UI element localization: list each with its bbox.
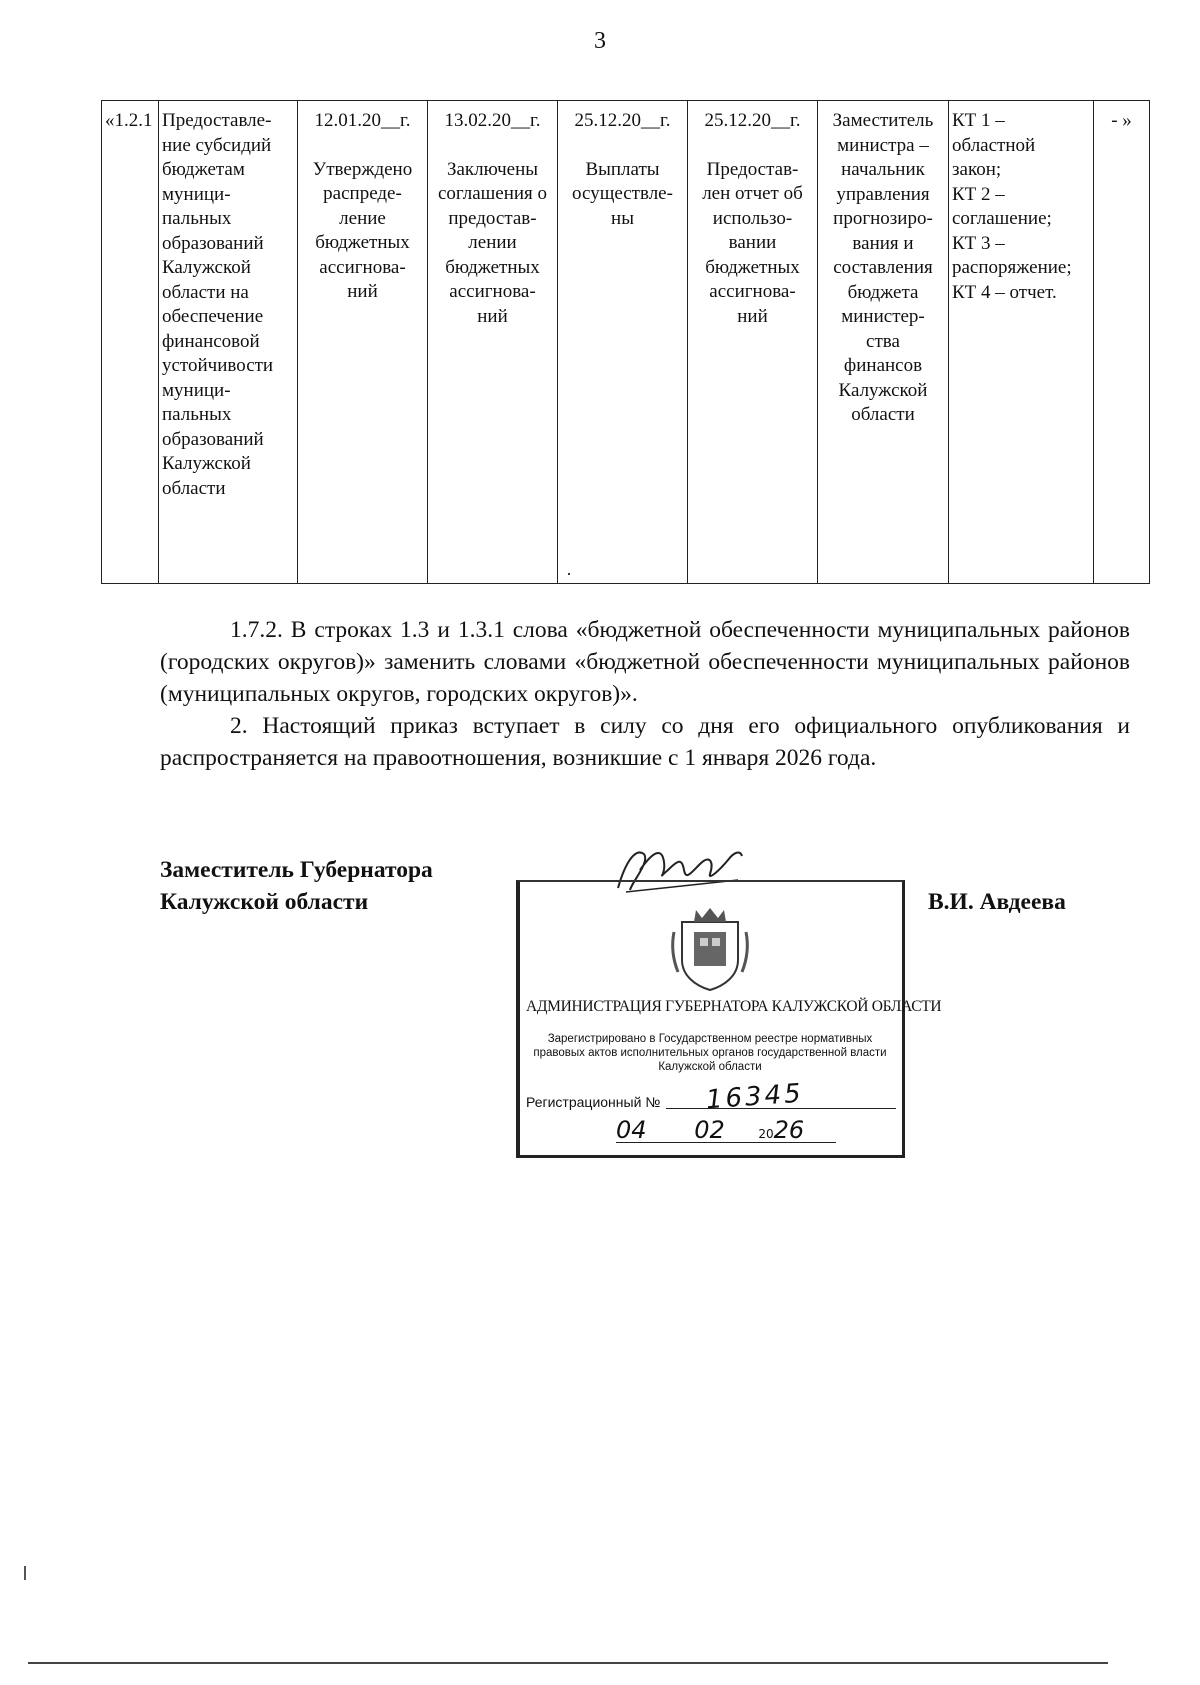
kt1-desc: Утверждено распреде- ление бюджетных ассигнова- ний — [312, 158, 413, 302]
coat-of-arms-icon — [668, 902, 752, 994]
stamp-reg-number: 16345 — [705, 1078, 805, 1116]
control-point-1 — [298, 101, 428, 584]
stamp-date-month: 02 — [694, 1116, 725, 1144]
plan-table — [101, 100, 1150, 584]
control-point-4 — [688, 101, 818, 584]
kt2-date: 13.02.20__г. — [444, 110, 541, 131]
kt2-desc: Заключены соглашения о предостав- лении бюджетных ассигнова- ний — [437, 158, 548, 327]
signer-title: Заместитель Губернатора Калужской области — [160, 857, 433, 915]
stamp-date — [616, 1116, 804, 1144]
event-name: Предоставле- ние субсидий бюджетам муници- пальных образований Калужской области на обеспечение финансовой устойчивости муници- пальных образований Калужской области — [159, 101, 298, 584]
row-number: «1.2.1 — [102, 101, 159, 584]
paragraph-2: 2. Настоящий приказ вступает в силу со дня его официального опубликования и распространяется на правоотношения, возникшие с 1 января 2026 года. — [160, 713, 1130, 771]
stamp-organization: АДМИНИСТРАЦИЯ ГУБЕРНАТОРА КАЛУЖСКОЙ ОБЛАСТИ — [526, 998, 942, 1015]
stray-dot: · — [566, 564, 572, 584]
kt3-desc: Выплаты осуществле- ны — [572, 158, 673, 229]
scan-edge-mark — [24, 1566, 26, 1580]
table-row — [102, 101, 1150, 584]
stamp-reg-label: Регистрационный № — [526, 1094, 661, 1110]
responsible-person: Заместитель министра – начальник управления прогнозиро- вания и составления бюджета министер- ства финансов Калужской области — [818, 101, 949, 584]
kt1-date: 12.01.20__г. — [314, 110, 411, 131]
registration-stamp — [516, 880, 942, 1158]
stamp-date-year-prefix: 20 — [758, 1127, 774, 1141]
page-number: 3 — [594, 28, 606, 54]
paragraph-1-7-2: 1.7.2. В строках 1.3 и 1.3.1 слова «бюджетной обеспеченности муниципальных районов (городских округов)» заменить словами «бюджетной обеспеченности муниципальных районов (муниципальных округов, городских округов)». — [160, 617, 1130, 707]
control-point-list: КТ 1 – областной закон; КТ 2 – соглашение; КТ 3 – распоряжение; КТ 4 – отчет. — [949, 101, 1094, 584]
control-point-2 — [428, 101, 558, 584]
stamp-date-day: 04 — [616, 1116, 647, 1144]
signer-name: В.И. Авдеева — [928, 889, 1066, 915]
bottom-rule — [28, 1662, 1108, 1664]
kt3-date: 25.12.20__г. — [574, 110, 671, 131]
control-point-3 — [558, 101, 688, 584]
kt4-desc: Предостав- лен отчет об использо- вании бюджетных ассигнова- ний — [702, 158, 803, 327]
kt4-date: 25.12.20__г. — [704, 110, 801, 131]
stamp-registry-text: Зарегистрировано в Государственном реестре нормативных правовых актов исполнительных органов государственной власти Калужской области — [533, 1033, 887, 1073]
stamp-date-year-suffix: 26 — [773, 1116, 805, 1144]
last-cell: - » — [1094, 101, 1150, 584]
